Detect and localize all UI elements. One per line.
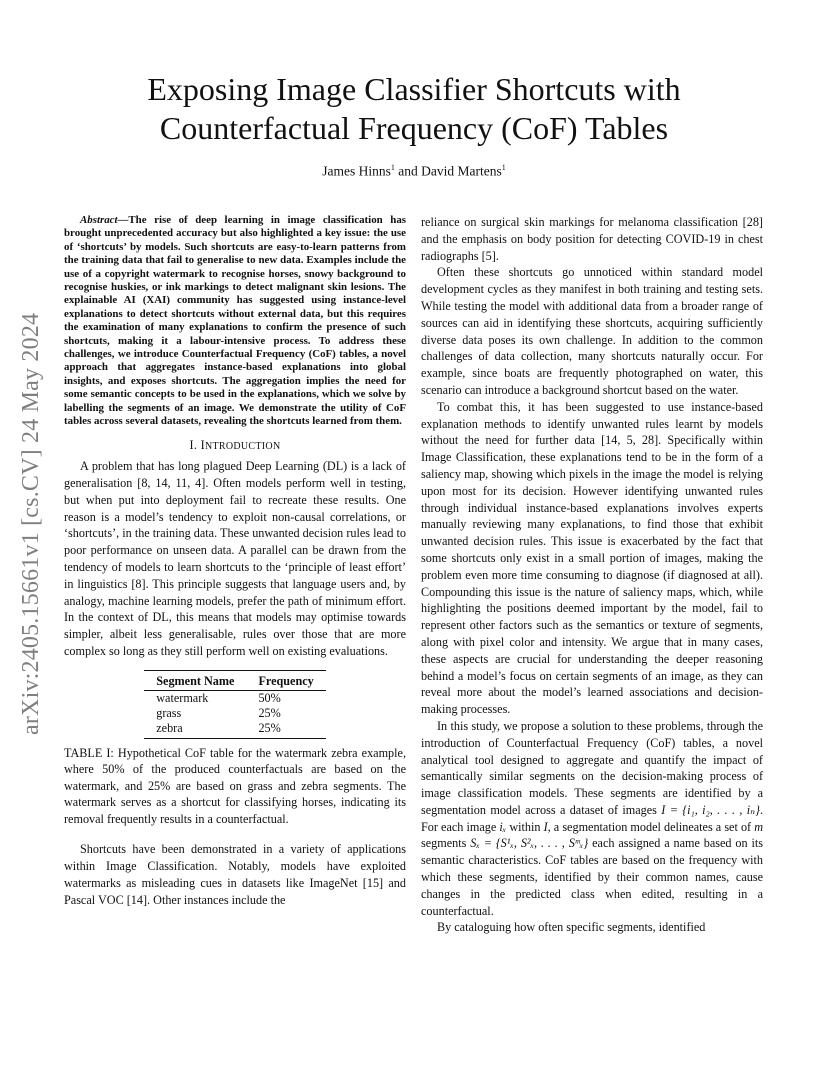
paper-title [60,70,768,148]
section-heading [64,437,406,456]
math-expression: Sₓ = {S¹ₓ, S²ₓ, . . . , Sᵐₓ} [470,836,589,851]
body-paragraph: reliance on surgical skin markings for melanoma classification [28] and the emphasis on body position for detecting COVID-19 in chest radiographs [5]. [421,215,763,263]
paragraph-text: , a segmentation model delineates a set of [547,819,752,834]
author-name: David Martens [421,163,502,179]
title-line-2: Counterfactual Frequency (CoF) Tables [159,110,669,146]
table-row [144,706,325,721]
paragraph-text: within [509,819,541,834]
math-expression: iₓ [499,819,507,834]
paragraph-text: segments [421,836,467,851]
table-cell: zebra [144,721,246,739]
left-column [64,214,406,909]
column-header: Frequency [246,670,325,690]
table-cell: 25% [246,721,325,739]
abstract-label: Abstract [80,214,118,226]
author-list [60,163,768,180]
author-affiliation-mark: 1 [390,163,395,172]
table-cell: watermark [156,690,209,705]
section-title-initial: I [200,437,205,452]
right-column [421,214,763,936]
abstract-text: The rise of deep learning in image classification has brought unprecedented accuracy but also highlighted a key issue: the use of ‘shortcuts’ by models. Such shortcuts are easy-to-learn patterns from the training data that fail to generalise to new data. Examples include the use of a copyright watermark to recognise horses, snowy background to recognise huskies, or ink markings to detect malignant skin lesions. The explainable AI (XAI) community has suggested using instance-level explanations to detect shortcuts without external data, but this requires the examination of many explanations to confirm the presence of such shortcuts, making it a labour-intensive process. To address these challenges, we introduce Counterfactual Frequency (CoF) tables, a novel approach that aggregates instance-based explanations into global insights, and exposes shortcuts. The aggregation implies the need for some semantic concepts to be used in the explanations, which we solve by labelling the segments of an image. We demonstrate the utility of CoF tables across several datasets, revealing the shortcuts learned from them. [64,214,406,428]
author-affiliation-mark: 1 [501,163,506,172]
table-cell: 50% [258,690,281,705]
author-name: James Hinns [322,163,391,179]
body-paragraph: Shortcuts have been demonstrated in a variety of applications within Image Classification. Notably, models have exploited watermarks as misleading cues in datasets like ImageNet [15] and Pascal VOC [14]. Other instances include the [64,842,406,907]
table-header-row [144,670,325,690]
paragraph-text: . For each image [421,802,764,834]
math-expression: I = {i₁, i₂, . . . , iₙ} [661,802,760,817]
body-paragraph: To combat this, it has been suggested to use instance-based explanation methods to identify unwanted rules learnt by models without the need for further data [14, 5, 28]. Specifically within Image Classification, these explanations tend to be in the form of a saliency map, showing which pixels in the image the model is relying upon most for its decision. However identifying unwanted rules through individual instance-based explanations involves experts manually reviewing many explanations, to find those that exhibit unwanted decision rules. This issue is exacerbated by the fact that some shortcuts only exist in a small portion of images, making the problem even more time consuming to diagnose (if diagnosed at all). Compounding this issue is the nature of saliency maps, which, while highlighting the positions deemed important by the model, fail to represent other factors such as the semantics or texture of segments, along with pixel color and intensity. We argue that in many cases, these aspects are crucial for understanding the deeper reasoning behind a model’s focus on certain segments of an image, as they can reveal more about the model’s learned associations and decision-making processes. [421,399,763,717]
cof-table [144,670,325,739]
math-expression: m [754,819,764,834]
math-expression: I [543,819,548,834]
table-row [144,721,325,739]
section-number: I. [189,437,198,452]
abstract [64,214,406,429]
body-paragraph: A problem that has long plagued Deep Learning (DL) is a lack of generalisation [8, 14, 11, 4]. Often models perform well in testing, but when put into deployment fail to recreate these results. One reason is a model’s tendency to exploit non-causal correlations, or ‘shortcuts’, in the training data. These unwanted decision rules lead to poor performance on unseen data. A parallel can be drawn from the tendency of models to learn shortcuts to the ‘principle of least effort’ in linguistics [8]. This principle suggests that language users and, by analogy, machine learning models, prefer the path of minimum effort. In the context of DL, this means that models may optimise towards simpler, albeit less generalisable, rules over those that are more complex so long as they still perform well on existing evaluations. [64,459,406,659]
body-paragraph: Often these shortcuts go unnoticed within standard model development cycles as they manifest in both training and testing sets. While testing the model with additional data from a broader range of sources can aid in identifying these shortcuts, acquiring sufficiently diverse data poses its own challenge. In addition to the common challenges of data collection, many shortcuts naturally occur. For example, since boats are frequently photographed on water, this scenario can introduce a background shortcut based on the water. [421,265,763,397]
paragraph-text: In this study, we propose a solution to these problems, through the introduction of Counterfactual Frequency (CoF) tables, a novel analytical tool designed to aggregate and quantify the impact of semantically similar segments on the decision-making process of image classification models. These segments are identified by a segmentation model across a dataset of images [421,718,763,817]
table-row [144,690,325,706]
table-cell: 25% [258,705,281,720]
paragraph-text: each assigned a name based on its semantic characteristics. CoF tables are based on the frequency with which these segments, identified by their common names, cause changes in the predicted class when edited, resulting in a counterfactual. [421,836,763,918]
table-cell: grass [156,705,182,720]
title-line-1: Exposing Image Classifier Shortcuts with [147,71,681,107]
author-conjunction: and [398,163,418,179]
arxiv-identifier-stamp: arXiv:2405.15661v1 [cs.CV] 24 May 2024 [18,312,44,735]
abstract-dash: — [117,214,129,226]
table-caption: TABLE I: Hypothetical CoF table for the watermark zebra example, where 50% of the produced counterfactuals are based on the watermark, and 25% are based on grass and zebra segments. The watermark serves as a shortcut for classifying horses, indicating its removal frequently results in a counterfactual. [64,745,406,826]
body-paragraph [421,718,763,920]
column-header: Segment Name [144,670,246,690]
section-title-rest: NTRODUCTION [204,440,281,452]
body-paragraph: By cataloguing how often specific segments, identified [437,920,706,935]
